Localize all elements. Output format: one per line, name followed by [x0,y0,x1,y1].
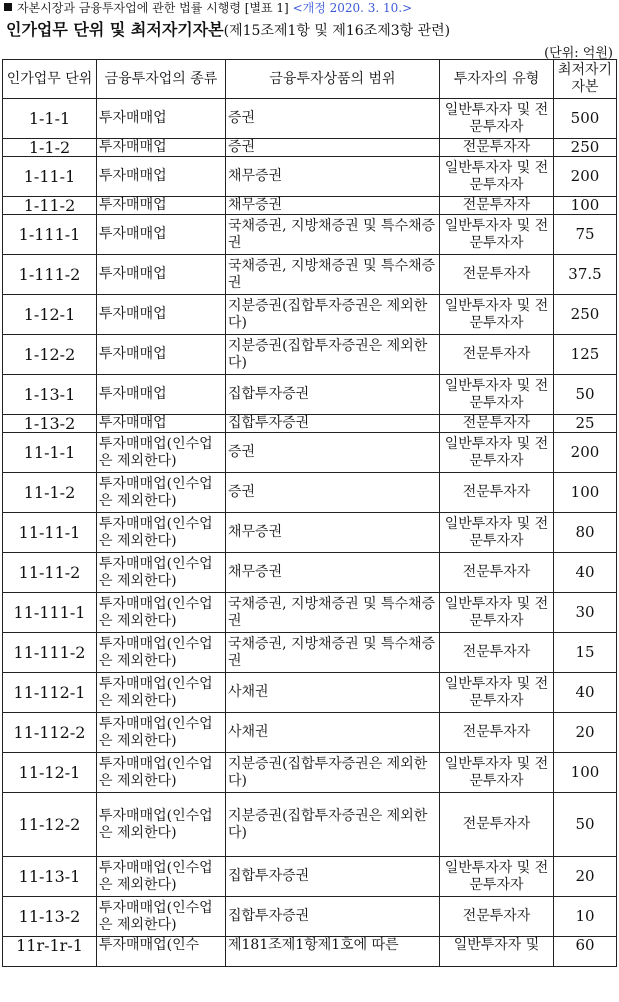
title-main: 인가업무 단위 및 최저자기자본 [6,20,224,39]
unit-code-cell: 11-111-1 [3,593,97,633]
unit-code-cell: 11-112-1 [3,673,97,713]
unit-code-cell: 1-12-1 [3,295,97,335]
product-scope-cell: 집합투자증권 [226,897,440,937]
unit-code-cell: 11-1-1 [3,433,97,473]
investor-type-cell: 일반투자자 및 전문투자자 [440,673,554,713]
table-row [3,99,617,139]
min-capital-cell: 250 [554,139,617,157]
investor-type-cell: 일반투자자 및 전문투자자 [440,295,554,335]
investor-type-cell: 전문투자자 [440,473,554,513]
product-scope-cell: 집합투자증권 [226,857,440,897]
business-type-cell: 투자매매업 [97,375,226,415]
unit-code-cell: 1-1-1 [3,99,97,139]
business-type-cell: 투자매매업(인수업은 제외한다) [97,633,226,673]
business-type-cell: 투자매매업(인수 [97,937,226,967]
min-capital-cell: 250 [554,295,617,335]
unit-code-cell: 11-111-2 [3,633,97,673]
min-capital-cell: 500 [554,99,617,139]
investor-type-cell: 전문투자자 [440,415,554,433]
investor-type-cell: 일반투자자 및 전문투자자 [440,857,554,897]
product-scope-cell: 지분증권(집합투자증권은 제외한다) [226,793,440,857]
table-row [3,215,617,255]
investor-type-cell: 전문투자자 [440,897,554,937]
business-type-cell: 투자매매업(인수업은 제외한다) [97,513,226,553]
col-header-scope: 금융투자상품의 범위 [226,60,440,99]
business-type-cell: 투자매매업 [97,197,226,215]
title-reference: (제15조제1항 및 제16조제3항 관련) [223,23,451,39]
business-type-cell: 투자매매업(인수업은 제외한다) [97,793,226,857]
business-type-cell: 투자매매업(인수업은 제외한다) [97,553,226,593]
table-row [3,753,617,793]
table-row [3,793,617,857]
product-scope-cell: 국채증권, 지방채증권 및 특수채증권 [226,633,440,673]
unit-code-cell: 11r-1r-1 [3,937,97,967]
investor-type-cell: 일반투자자 및 [440,937,554,967]
min-capital-cell: 60 [554,937,617,967]
product-scope-cell: 채무증권 [226,513,440,553]
table-row [3,713,617,753]
business-type-cell: 투자매매업 [97,295,226,335]
business-type-cell: 투자매매업 [97,99,226,139]
unit-code-cell: 1-111-2 [3,255,97,295]
investor-type-cell: 전문투자자 [440,335,554,375]
table-row [3,157,617,197]
product-scope-cell: 증권 [226,99,440,139]
product-scope-cell: 국채증권, 지방채증권 및 특수채증권 [226,255,440,295]
unit-code-cell: 11-1-2 [3,473,97,513]
unit-code-cell: 11-11-1 [3,513,97,553]
product-scope-cell: 집합투자증권 [226,415,440,433]
col-header-unit: 인가업무 단위 [3,60,97,99]
min-capital-cell: 100 [554,197,617,215]
min-capital-cell: 40 [554,553,617,593]
product-scope-cell: 국채증권, 지방채증권 및 특수채증권 [226,593,440,633]
table-row [3,937,617,967]
table-row [3,633,617,673]
capital-table [2,59,617,967]
investor-type-cell: 전문투자자 [440,713,554,753]
min-capital-cell: 30 [554,593,617,633]
unit-code-cell: 1-11-2 [3,197,97,215]
product-scope-cell: 지분증권(집합투자증권은 제외한다) [226,753,440,793]
investor-type-cell: 일반투자자 및 전문투자자 [440,375,554,415]
min-capital-cell: 37.5 [554,255,617,295]
min-capital-cell: 10 [554,897,617,937]
unit-code-cell: 11-13-1 [3,857,97,897]
investor-type-cell: 일반투자자 및 전문투자자 [440,593,554,633]
business-type-cell: 투자매매업 [97,157,226,197]
unit-label: (단위: 억원) [544,46,613,61]
table-row [3,673,617,713]
investor-type-cell: 일반투자자 및 전문투자자 [440,215,554,255]
amendment-date: <개정 2020. 3. 10.> [292,1,413,15]
product-scope-cell: 증권 [226,433,440,473]
product-scope-cell: 지분증권(집합투자증권은 제외한다) [226,295,440,335]
product-scope-cell: 국채증권, 지방채증권 및 특수채증권 [226,215,440,255]
table-row [3,197,617,215]
document-header [4,0,615,18]
min-capital-cell: 15 [554,633,617,673]
min-capital-cell: 125 [554,335,617,375]
investor-type-cell: 전문투자자 [440,255,554,295]
product-scope-cell: 채무증권 [226,157,440,197]
law-name: 자본시장과 금융투자업에 관한 법률 시행령 [별표 1] [17,1,289,15]
document-title [6,17,616,39]
col-header-capital: 최저자기 자본 [554,60,617,99]
business-type-cell: 투자매매업(인수업은 제외한다) [97,713,226,753]
square-bullet-icon [4,3,12,11]
min-capital-cell: 200 [554,433,617,473]
unit-code-cell: 11-112-2 [3,713,97,753]
product-scope-cell: 채무증권 [226,553,440,593]
unit-code-cell: 11-12-2 [3,793,97,857]
business-type-cell: 투자매매업(인수업은 제외한다) [97,857,226,897]
business-type-cell: 투자매매업 [97,139,226,157]
business-type-cell: 투자매매업(인수업은 제외한다) [97,433,226,473]
product-scope-cell: 집합투자증권 [226,375,440,415]
table-row [3,513,617,553]
investor-type-cell: 전문투자자 [440,553,554,593]
business-type-cell: 투자매매업(인수업은 제외한다) [97,593,226,633]
product-scope-cell: 사채권 [226,673,440,713]
investor-type-cell: 일반투자자 및 전문투자자 [440,513,554,553]
business-type-cell: 투자매매업 [97,215,226,255]
min-capital-cell: 200 [554,157,617,197]
table-row [3,415,617,433]
min-capital-cell: 20 [554,713,617,753]
min-capital-cell: 50 [554,793,617,857]
min-capital-cell: 100 [554,753,617,793]
col-header-type: 금융투자업의 종류 [97,60,226,99]
unit-code-cell: 1-111-1 [3,215,97,255]
investor-type-cell: 일반투자자 및 전문투자자 [440,157,554,197]
table-row [3,375,617,415]
business-type-cell: 투자매매업(인수업은 제외한다) [97,897,226,937]
unit-code-cell: 11-11-2 [3,553,97,593]
table-row [3,553,617,593]
min-capital-cell: 40 [554,673,617,713]
min-capital-cell: 75 [554,215,617,255]
investor-type-cell: 일반투자자 및 전문투자자 [440,433,554,473]
min-capital-cell: 20 [554,857,617,897]
product-scope-cell: 채무증권 [226,197,440,215]
business-type-cell: 투자매매업 [97,335,226,375]
table-row [3,295,617,335]
min-capital-cell: 50 [554,375,617,415]
table-row [3,139,617,157]
table-row [3,335,617,375]
col-header-investor: 투자자의 유형 [440,60,554,99]
business-type-cell: 투자매매업(인수업은 제외한다) [97,753,226,793]
investor-type-cell: 전문투자자 [440,197,554,215]
unit-code-cell: 1-12-2 [3,335,97,375]
product-scope-cell: 사채권 [226,713,440,753]
unit-code-cell: 1-1-2 [3,139,97,157]
min-capital-cell: 80 [554,513,617,553]
table-row [3,593,617,633]
product-scope-cell: 제181조제1항제1호에 따른 [226,937,440,967]
min-capital-cell: 25 [554,415,617,433]
product-scope-cell: 지분증권(집합투자증권은 제외한다) [226,335,440,375]
investor-type-cell: 일반투자자 및 전문투자자 [440,753,554,793]
unit-code-cell: 11-12-1 [3,753,97,793]
unit-code-cell: 11-13-2 [3,897,97,937]
unit-code-cell: 1-11-1 [3,157,97,197]
table-row [3,433,617,473]
table-header-row [3,60,617,99]
table-body [3,99,617,967]
product-scope-cell: 증권 [226,139,440,157]
business-type-cell: 투자매매업 [97,415,226,433]
unit-code-cell: 1-13-2 [3,415,97,433]
business-type-cell: 투자매매업(인수업은 제외한다) [97,673,226,713]
investor-type-cell: 전문투자자 [440,633,554,673]
business-type-cell: 투자매매업(인수업은 제외한다) [97,473,226,513]
product-scope-cell: 증권 [226,473,440,513]
unit-code-cell: 1-13-1 [3,375,97,415]
table-row [3,897,617,937]
investor-type-cell: 전문투자자 [440,139,554,157]
table-row [3,473,617,513]
table-row [3,857,617,897]
investor-type-cell: 전문투자자 [440,793,554,857]
business-type-cell: 투자매매업 [97,255,226,295]
investor-type-cell: 일반투자자 및 전문투자자 [440,99,554,139]
min-capital-cell: 100 [554,473,617,513]
table-row [3,255,617,295]
